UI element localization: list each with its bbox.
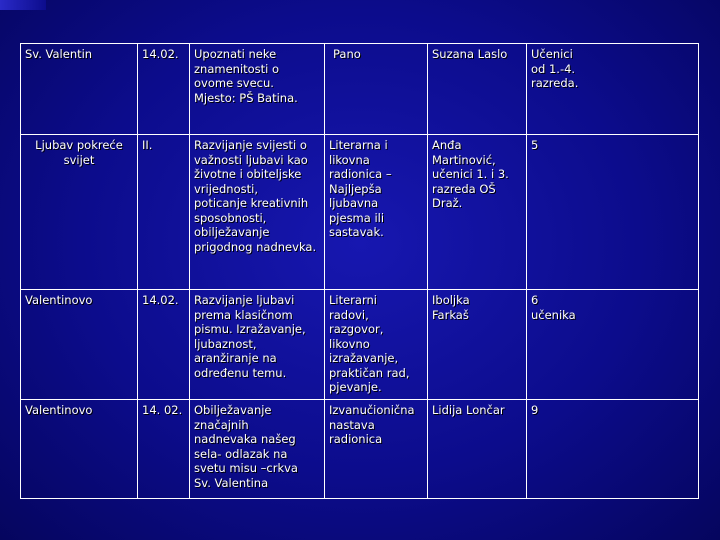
- lead-cell: Anđa Martinović, učenici 1. i 3. razreda OŠ Draž.: [428, 135, 527, 290]
- table-row: [21, 290, 699, 400]
- date-cell: 14.02.: [138, 44, 190, 135]
- participants-cell: Učenici od 1.-4. razreda.: [527, 44, 699, 135]
- activity-description-cell: Upoznati neke znamenitosti o ovome svecu. Mjesto: PŠ Batina.: [190, 44, 325, 135]
- activity-description-cell: Razvijanje svijesti o važnosti ljubavi kao životne i obiteljske vrijednosti, poticanje kreativnih sposobnosti, obilježavanje prigodnog nadnevka.: [190, 135, 325, 290]
- corner-accent: [0, 0, 46, 10]
- date-cell: 14.02.: [138, 290, 190, 400]
- lead-cell: Lidija Lončar: [428, 400, 527, 499]
- activity-form-cell: Pano: [325, 44, 428, 135]
- table-row: [21, 400, 699, 499]
- activity-name-cell: Valentinovo: [21, 290, 138, 400]
- activity-form-cell: Izvanučionična nastava radionica: [325, 400, 428, 499]
- activity-name-cell: Ljubav pokreće svijet: [21, 135, 138, 290]
- lead-cell: Suzana Laslo: [428, 44, 527, 135]
- table-row: [21, 44, 699, 135]
- activity-form-cell: Literarna i likovna radionica – Najljepša ljubavna pjesma ili sastavak.: [325, 135, 428, 290]
- activity-description-cell: Razvijanje ljubavi prema klasičnom pismu. Izražavanje, ljubaznost, aranžiranje na određenu temu.: [190, 290, 325, 400]
- activity-table: [20, 43, 699, 499]
- lead-cell: Ibolјka Farkaš: [428, 290, 527, 400]
- date-cell: 14. 02.: [138, 400, 190, 499]
- activity-description-cell: Obilježavanje značajnih nadnevaka našeg sela- odlazak na svetu misu –crkva Sv. Valentina: [190, 400, 325, 499]
- activity-name-cell: Sv. Valentin: [21, 44, 138, 135]
- participants-cell: 6 učenika: [527, 290, 699, 400]
- activity-name-cell: Valentinovo: [21, 400, 138, 499]
- activity-form-cell: Literarni radovi, razgovor, likovno izražavanje, praktičan rad, pjevanje.: [325, 290, 428, 400]
- date-cell: II.: [138, 135, 190, 290]
- participants-cell: 9: [527, 400, 699, 499]
- participants-cell: 5: [527, 135, 699, 290]
- table-row: [21, 135, 699, 290]
